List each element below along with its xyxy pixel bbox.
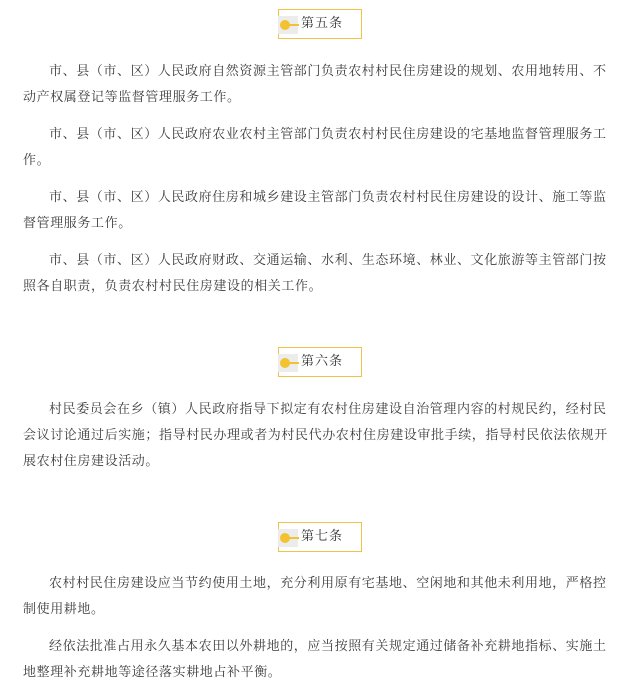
bullet-dot-icon (278, 529, 298, 547)
bullet-dot-icon (278, 16, 298, 34)
article-7-paragraph-1: 农村村民住房建设应当节约使用土地，充分利用原有宅基地、空闲地和其他未利用地，严格控制使用耕地。 (23, 576, 607, 617)
article-6-paragraph-1: 村民委员会在乡（镇）人民政府指导下拟定有农村住房建设自治管理内容的村规民约，经村民会议讨论通过后实施；指导村民办理或者为村民代办农村住房建设审批手续，指导村民依法依规开展农村住房建设活动。 (23, 402, 608, 469)
article-5-title: 第五条 (301, 16, 344, 31)
article-5-paragraph-3: 市、县（市、区）人民政府住房和城乡建设主管部门负责农村村民住房建设的设计、施工等监督管理服务工作。 (23, 190, 607, 231)
article-7-title: 第七条 (301, 529, 344, 544)
article-7-paragraph-2: 经依法批准占用永久基本农田以外耕地的，应当按照有关规定通过储备补充耕地指标、实施土地整理补充耕地等途径落实耕地占补平衡。 (23, 639, 607, 680)
article-5-heading (278, 9, 362, 39)
article-6-title: 第六条 (301, 354, 344, 369)
article-5-paragraph-4: 市、县（市、区）人民政府财政、交通运输、水利、生态环境、林业、文化旅游等主管部门按照各自职责，负责农村村民住房建设的相关工作。 (23, 253, 607, 294)
article-5-paragraph-1: 市、县（市、区）人民政府自然资源主管部门负责农村村民住房建设的规划、农用地转用、不动产权属登记等监督管理服务工作。 (23, 64, 607, 105)
article-7-heading (278, 522, 362, 552)
article-5-paragraph-2: 市、县（市、区）人民政府农业农村主管部门负责农村村民住房建设的宅基地监督管理服务工作。 (23, 127, 607, 168)
article-6-heading (278, 347, 362, 377)
bullet-dot-icon (278, 354, 298, 372)
